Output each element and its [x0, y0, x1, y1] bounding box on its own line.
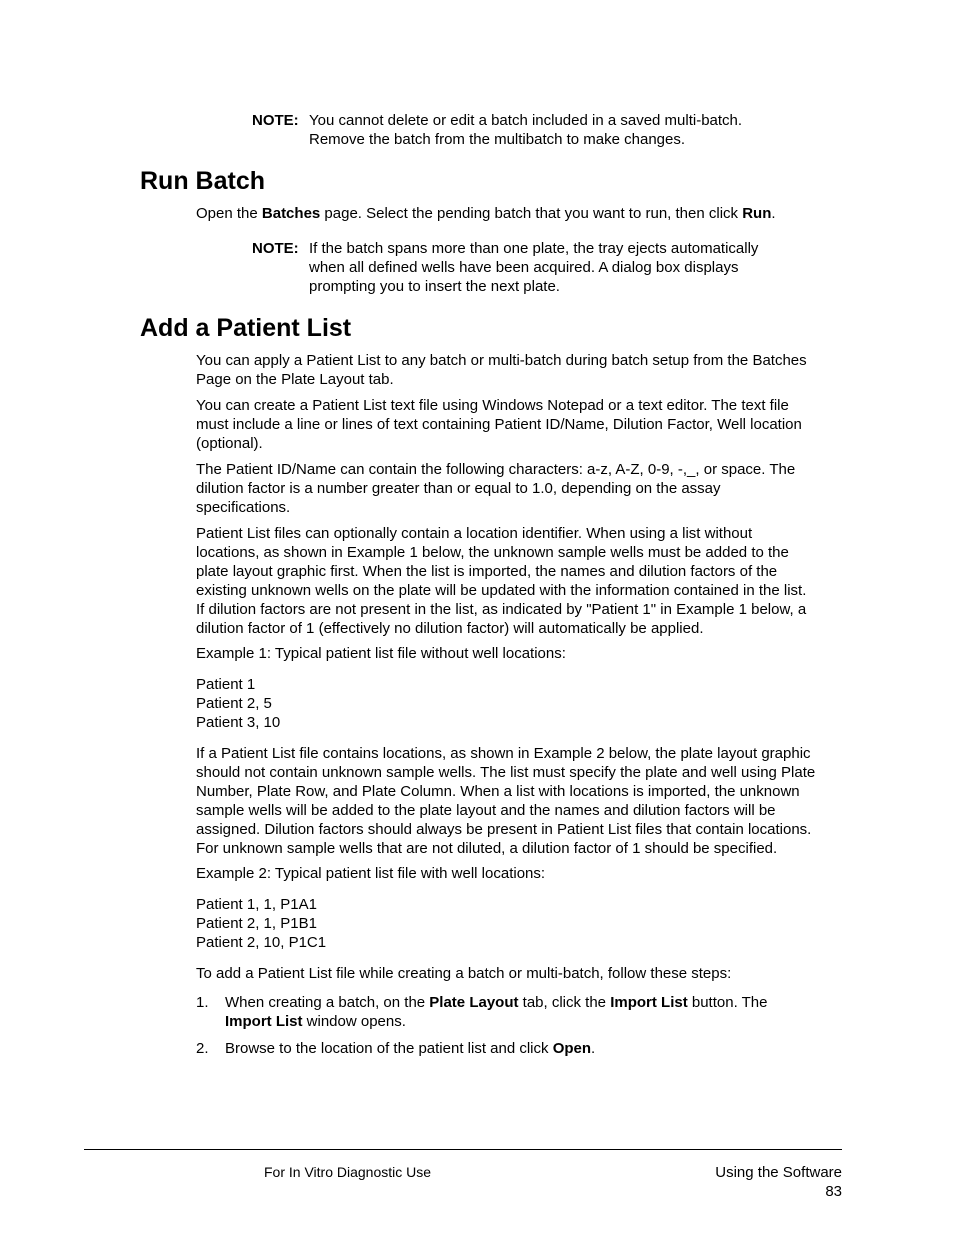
step-text: [225, 1039, 845, 1058]
section-heading-add-patient-list: Add a Patient List: [140, 314, 352, 342]
footer-section-title: Using the Software: [715, 1164, 842, 1181]
paragraph-line: plate layout graphic first. When the list is imported, the names and dilution factors of the: [196, 563, 778, 580]
example1-list: [196, 675, 844, 732]
text: page. Select the pending batch that you want to run, then click: [320, 205, 743, 222]
paragraph-line: For unknown sample wells that are not diluted, a dilution factor of 1 should be specified.: [196, 840, 778, 857]
bold-term: Batches: [261, 205, 321, 222]
text: Open the: [196, 205, 262, 222]
page-number: 83: [825, 1183, 842, 1200]
paragraph-line: You can create a Patient List text file using Windows Notepad or a text editor. The text file: [196, 397, 789, 414]
text: tab, click the: [518, 994, 611, 1011]
footer-left: For In Vitro Diagnostic Use: [264, 1164, 432, 1180]
paragraph: [196, 351, 844, 389]
section-heading-run-batch: Run Batch: [140, 167, 265, 195]
text: button. The: [687, 994, 768, 1011]
note-line: when all defined wells have been acquired. A dialog box displays: [309, 259, 739, 276]
paragraph-line: specifications.: [196, 499, 291, 516]
paragraph: [196, 524, 844, 638]
paragraph-line: If a Patient List file contains locations, as shown in Example 2 below, the plate layout graphic: [196, 745, 811, 762]
note-line: You cannot delete or edit a batch included in a saved multi-batch.: [309, 112, 743, 129]
run-batch-intro: [196, 204, 844, 223]
text: Browse to the location of the patient list and click: [225, 1040, 553, 1057]
paragraph: [196, 744, 844, 858]
paragraph-line: Page on the Plate Layout tab.: [196, 371, 394, 388]
steps-intro: To add a Patient List file while creating a batch or multi-batch, follow these steps:: [196, 965, 732, 982]
step-text: [225, 993, 845, 1031]
paragraph-line: (optional).: [196, 435, 263, 452]
example-line: Patient 2, 5: [196, 695, 272, 712]
example-line: Patient 2, 1, P1B1: [196, 915, 317, 932]
note-line: Remove the batch from the multibatch to make changes.: [309, 131, 686, 148]
bold-term: Import List: [225, 1013, 303, 1030]
paragraph-line: locations, as shown in Example 1 below, the unknown sample wells must be added to the: [196, 544, 789, 561]
bold-term: Plate Layout: [429, 994, 519, 1011]
paragraph-line: Patient List files can optionally contain a location identifier. When using a list without: [196, 525, 753, 542]
note-label: NOTE:: [252, 112, 299, 129]
example1-intro: Example 1: Typical patient list file without well locations:: [196, 645, 566, 662]
step-number: 2.: [196, 1040, 209, 1057]
step-line: [225, 1012, 845, 1031]
note-line: prompting you to insert the next plate.: [309, 278, 560, 295]
paragraph-line: existing unknown wells on the plate will be updated with the information contained in the list.: [196, 582, 807, 599]
paragraph-line: The Patient ID/Name can contain the following characters: a-z, A-Z, 0-9, -,_, or space. The: [196, 461, 796, 478]
note-text: [309, 111, 789, 149]
paragraph-line: You can apply a Patient List to any batch or multi-batch during batch setup from the Batches: [196, 352, 807, 369]
step-number: 1.: [196, 994, 209, 1011]
paragraph-line: Number, Plate Row, and Plate Column. When a list with locations is imported, the unknown: [196, 783, 800, 800]
text: When creating a batch, on the: [225, 994, 430, 1011]
text: window opens.: [302, 1013, 406, 1030]
note-line: If the batch spans more than one plate, the tray ejects automatically: [309, 240, 759, 257]
note-label: NOTE:: [252, 240, 299, 257]
footer-rule: [84, 1149, 842, 1150]
bold-term: Import List: [610, 994, 688, 1011]
paragraph: [196, 396, 844, 453]
paragraph-line: assigned. Dilution factors should always be present in Patient List files that contain locations.: [196, 821, 812, 838]
paragraph-line: sample wells will be added to the plate layout and the names and dilution factors will be: [196, 802, 776, 819]
example-line: Patient 2, 10, P1C1: [196, 934, 327, 951]
example2-intro: Example 2: Typical patient list file with well locations:: [196, 865, 546, 882]
paragraph-line: If dilution factors are not present in the list, as indicated by "Patient 1" in Example 1 below, a: [196, 601, 807, 618]
paragraph-line: should not contain unknown sample wells. The list must specify the plate and well using Plate: [196, 764, 816, 781]
example-line: Patient 1: [196, 676, 256, 693]
bold-term: Open: [552, 1040, 592, 1057]
text: .: [591, 1040, 596, 1057]
paragraph: [196, 460, 844, 517]
footer-right: [542, 1163, 842, 1201]
step-line: [225, 993, 845, 1012]
paragraph-line: must include a line or lines of text containing Patient ID/Name, Dilution Factor, Well location: [196, 416, 802, 433]
example-line: Patient 3, 10: [196, 714, 281, 731]
bold-term: Run: [742, 205, 772, 222]
paragraph-line: dilution factor of 1 (effectively no dilution factor) will automatically be applied.: [196, 620, 704, 637]
text: .: [771, 205, 776, 222]
example-line: Patient 1, 1, P1A1: [196, 896, 317, 913]
paragraph-line: dilution factor is a number greater than or equal to 1.0, depending on the assay: [196, 480, 721, 497]
note-text: [309, 239, 789, 296]
example2-list: [196, 895, 844, 952]
